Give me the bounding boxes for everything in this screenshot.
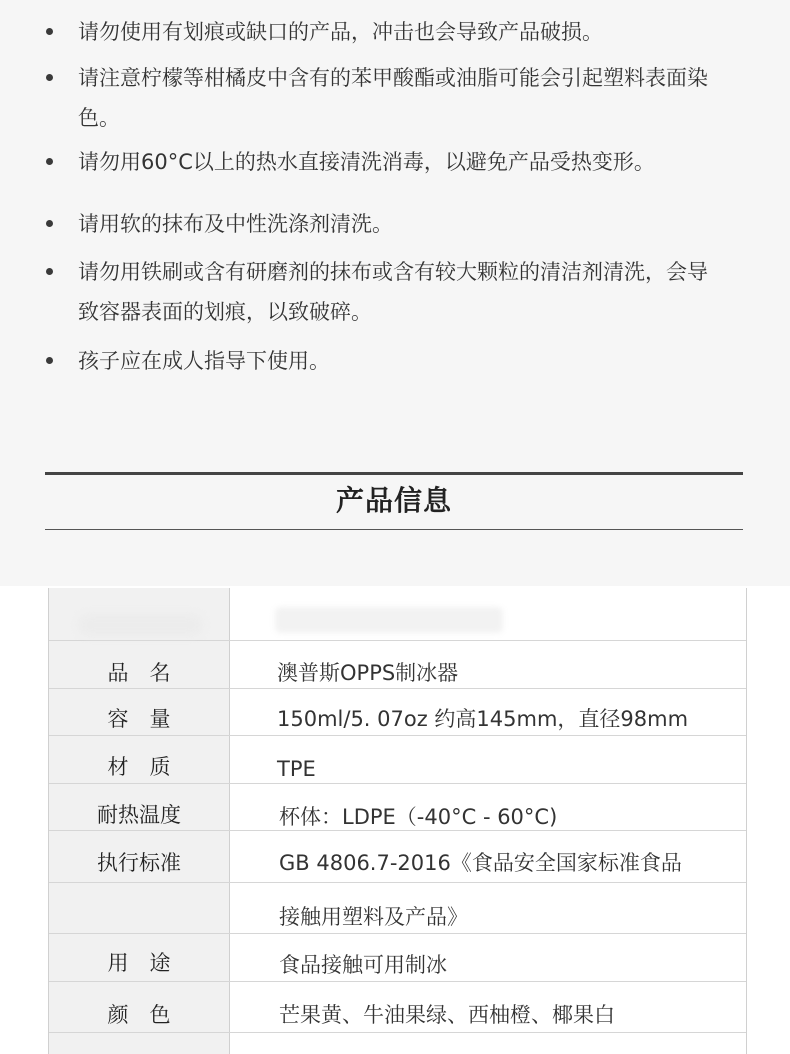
bullet-icon xyxy=(46,220,53,227)
name-label: 品 名 xyxy=(107,661,171,685)
row-divider xyxy=(49,735,746,736)
bullet-icon xyxy=(46,28,53,35)
section-title: 产品信息 xyxy=(335,484,452,517)
usage-label: 用 途 xyxy=(107,951,171,975)
bullet-icon xyxy=(46,268,53,275)
product-info-table xyxy=(48,588,747,1054)
material-value: TPE xyxy=(277,757,316,781)
row-divider xyxy=(49,688,746,689)
row-divider xyxy=(49,882,746,883)
color-label: 颜 色 xyxy=(107,1003,171,1027)
list-item: 请注意柠檬等柑橘皮中含有的苯甲酸酯或油脂可能会引起塑料表面染色。 xyxy=(78,58,728,138)
capacity-label: 容 量 xyxy=(107,707,171,731)
heat-resistance-label: 耐热温度 xyxy=(97,803,181,827)
color-value: 芒果黄、牛油果绿、西柚橙、椰果白 xyxy=(279,1003,615,1027)
bullet-icon xyxy=(46,158,53,165)
list-item: 请勿使用有划痕或缺口的产品，冲击也会导致产品破损。 xyxy=(78,12,728,52)
row-divider xyxy=(49,981,746,982)
blurred-header-value xyxy=(275,607,503,633)
blurred-header-label xyxy=(78,614,203,636)
row-divider xyxy=(49,933,746,934)
list-item: 孩子应在成人指导下使用。 xyxy=(78,341,728,381)
usage-value: 食品接触可用制冰 xyxy=(279,953,447,977)
bullet-icon xyxy=(46,74,53,81)
standard-label: 执行标准 xyxy=(97,851,181,875)
section-header xyxy=(45,472,743,530)
material-label: 材 质 xyxy=(107,755,171,779)
name-value: 澳普斯OPPS制冰器 xyxy=(277,661,459,685)
row-divider xyxy=(49,1032,746,1033)
row-divider xyxy=(49,640,746,641)
heat-resistance-value: 杯体：LDPE（-40°C - 60°C) xyxy=(279,805,558,829)
capacity-value: 150ml/5. 07oz 约高145mm，直径98mm xyxy=(277,707,689,731)
list-item: 请勿用60°C以上的热水直接清洗消毒，以避免产品受热变形。 xyxy=(78,142,728,182)
bullet-icon xyxy=(46,357,53,364)
list-item: 请用软的抹布及中性洗涤剂清洗。 xyxy=(78,204,728,244)
row-divider xyxy=(49,783,746,784)
standard-value-line1: GB 4806.7-2016《食品安全国家标准食品 xyxy=(279,851,682,875)
list-item: 请勿用铁刷或含有研磨剂的抹布或含有较大颗粒的清洁剂清洗，会导致容器表面的划痕，以致破碎。 xyxy=(78,252,728,332)
standard-value-line2: 接触用塑料及产品》 xyxy=(279,905,468,929)
